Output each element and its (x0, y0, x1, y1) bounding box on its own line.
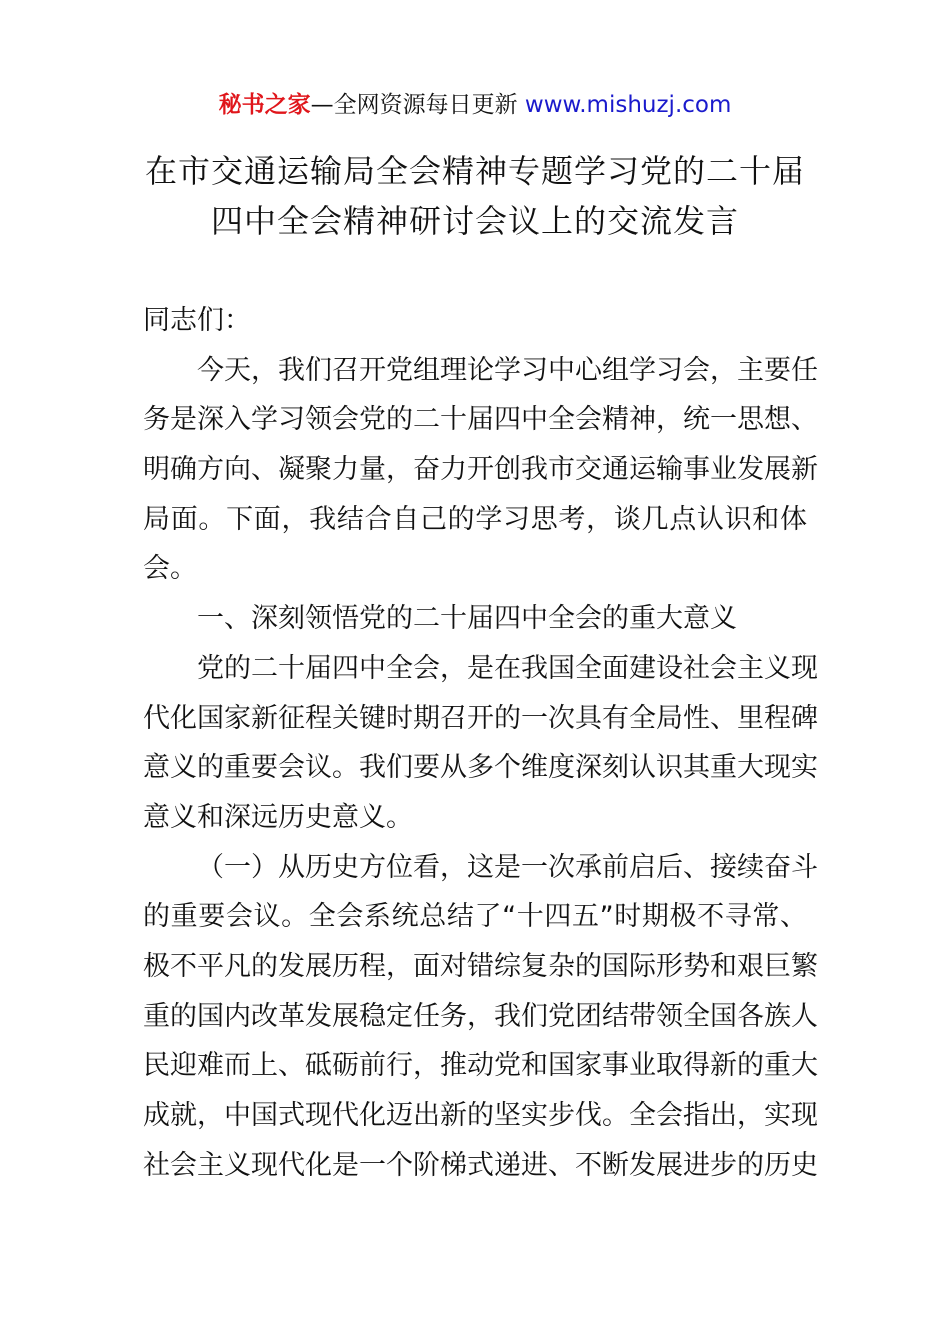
paragraph-line: 务是深入学习领会党的二十届四中全会精神，统一思想、 (143, 404, 818, 436)
paragraph-intro (143, 346, 818, 594)
site-tagline: —全网资源每日更新 (310, 92, 525, 118)
paragraph-significance (143, 644, 818, 843)
section-heading: 一、深刻领悟党的二十届四中全会的重大意义 (197, 603, 737, 635)
paragraph-line: 重的国内改革发展稳定任务，我们党团结带领全国各族人 (143, 1000, 818, 1032)
site-header (0, 88, 950, 122)
paragraph-line: 社会主义现代化是一个阶梯式递进、不断发展进步的历史 (143, 1149, 818, 1181)
document-title (100, 146, 850, 246)
paragraph-line: 局面。下面，我结合自己的学习思考，谈几点认识和体 (143, 503, 807, 535)
salutation: 同志们： (143, 305, 251, 336)
document-body (143, 296, 818, 1190)
site-url-link[interactable]: www.mishuzj.com (524, 92, 732, 118)
title-line: 在市交通运输局全会精神专题学习党的二十届 (144, 152, 805, 190)
paragraph-line: 会。 (143, 553, 197, 585)
site-brand: 秘书之家 (218, 92, 311, 118)
paragraph-line: 极不平凡的发展历程，面对错综复杂的国际形势和艰巨繁 (143, 950, 818, 982)
paragraph-line: 民迎难而上、砥砺前行，推动党和国家事业取得新的重大 (143, 1050, 818, 1082)
paragraph-line: 成就，中国式现代化迈出新的坚实步伐。全会指出，实现 (143, 1100, 818, 1131)
paragraph-line: 代化国家新征程关键时期召开的一次具有全局性、里程碑 (143, 702, 818, 734)
paragraph-line: 明确方向、凝聚力量，奋力开创我市交通运输事业发展新 (143, 454, 818, 486)
paragraph-line: 今天，我们召开党组理论学习中心组学习会，主要任 (197, 354, 818, 386)
paragraph-line: 党的二十届四中全会，是在我国全面建设社会主义现 (197, 652, 818, 684)
paragraph-historical (143, 843, 818, 1191)
title-line: 四中全会精神研讨会议上的交流发言 (210, 202, 739, 240)
paragraph-line: 意义和深远历史意义。 (143, 801, 413, 833)
paragraph-line: （一）从历史方位看，这是一次承前启后、接续奋斗 (197, 851, 818, 883)
paragraph-line: 意义的重要会议。我们要从多个维度深刻认识其重大现实 (143, 752, 818, 784)
paragraph-line: 的重要会议。全会系统总结了“十四五”时期极不寻常、 (143, 901, 807, 933)
